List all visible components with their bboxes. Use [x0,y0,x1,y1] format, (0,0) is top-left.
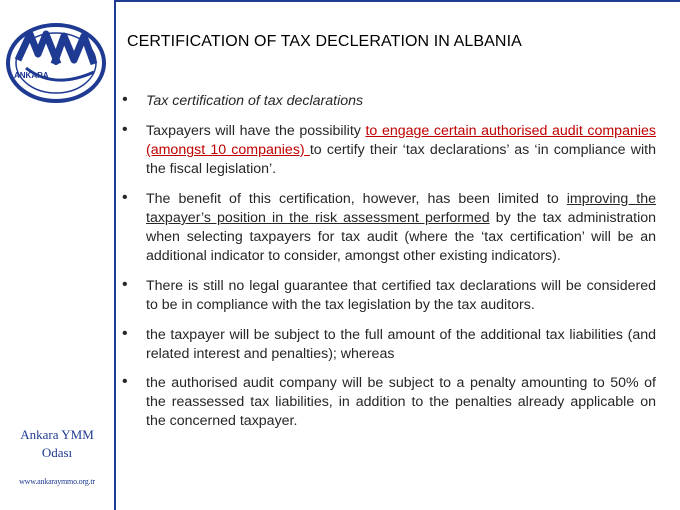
org-name [0,426,114,462]
bullet-list [120,92,656,431]
bullet-item-4 [120,277,656,315]
bullet-text: The benefit of this certification, however, has been limited to [146,191,567,207]
highlighted-text: to engage certain authorised audit companies (amongst 10 companies) [146,123,656,158]
slide-title: CERTIFICATION OF TAX DECLERATION IN ALBANIA [127,33,522,50]
bullet-text: the taxpayer will be subject to the full amount of the additional tax liabilities (and related interest and penalties); whereas [146,327,656,362]
ymm-logo [4,20,108,106]
bullet-item-5 [120,326,656,364]
sidebar-divider [114,0,116,510]
org-name-line1: Ankara YMM [20,427,94,442]
bullet-item-2 [120,122,656,179]
logo-text: ANKARA [14,71,49,80]
top-rule [114,0,680,2]
sidebar [0,0,114,510]
bullet-text: There is still no legal guarantee that certified tax declarations will be considered to be in compliance with the tax legislation by the tax auditors. [146,278,656,313]
website-url[interactable]: www.ankaraymmo.org.tr [19,477,95,486]
bullet-text: by the tax administration when selecting taxpayers for tax audit (where the ‘tax certification’ will be an additional indicator to consider, amongst other existing indicators). [146,210,657,264]
bullet-text: Taxpayers will have the possibility [146,123,366,139]
underlined-text: improving the taxpayer’s position in the risk assessment performed [146,191,656,226]
bullet-text: the authorised audit company will be subject to a penalty amounting to 50% of the reassessed tax liabilities, in addition to the penalties already applicable on the concerned taxpayer. [146,375,656,429]
bullet-text: to certify their ‘tax declarations’ as ‘in compliance with the fiscal legislation’. [146,142,656,177]
org-name-line2: Odası [41,445,73,460]
bullet-item-3 [120,190,656,266]
bullet-item-6 [120,374,656,431]
bullet-text: Tax certification of tax declarations [146,93,364,109]
bullet-item-1 [120,92,656,111]
